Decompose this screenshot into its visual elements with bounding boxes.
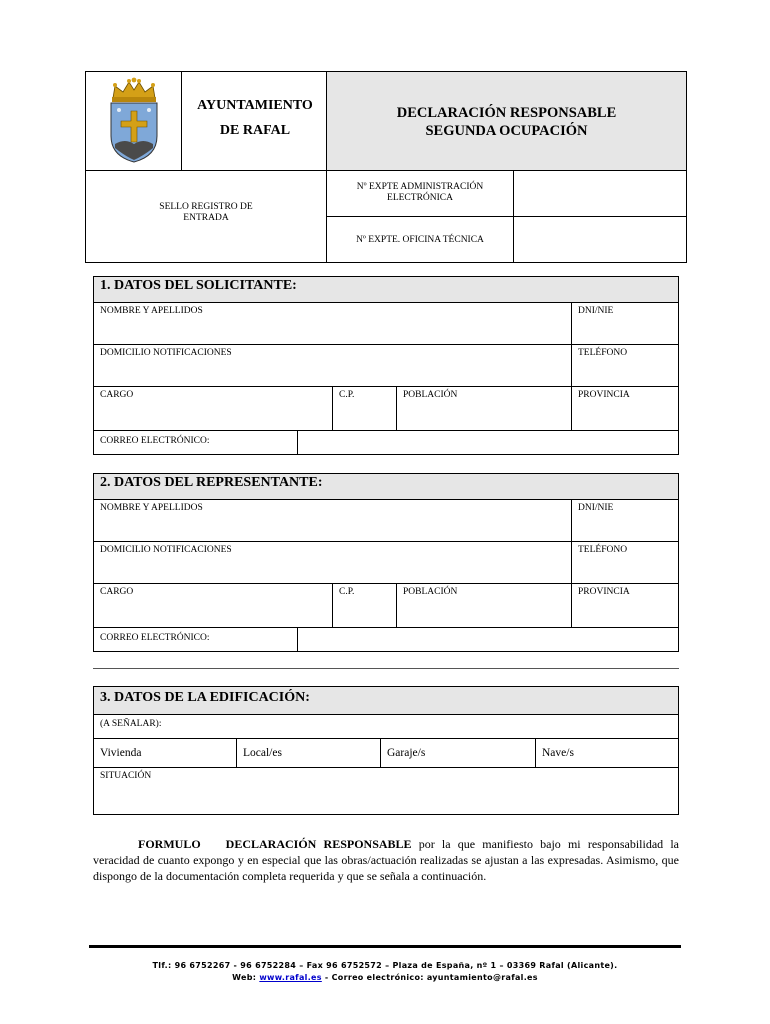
option-nave[interactable]: [535, 738, 679, 768]
de-rafal-label: DE RAFAL: [219, 123, 291, 138]
cargo-label: CARGO: [100, 587, 134, 597]
representante-domicilio-field[interactable]: [93, 541, 572, 584]
sello-registro-label: SELLO REGISTRO DE ENTRADA: [159, 202, 253, 223]
representante-section-title: 2. DATOS DEL REPRESENTANTE:: [93, 473, 679, 500]
cp-label: C.P.: [339, 587, 355, 597]
option-garaje-label: Garaje/s: [387, 747, 426, 759]
provincia-label: PROVINCIA: [578, 390, 630, 400]
header-name-cell: [181, 71, 327, 171]
provincia-label: PROVINCIA: [578, 587, 630, 597]
option-vivienda-label: Vivienda: [100, 747, 142, 759]
solicitante-correo-field[interactable]: [297, 430, 679, 455]
representante-correo-field[interactable]: [297, 627, 679, 652]
situacion-label: SITUACIÓN: [100, 771, 152, 781]
representante-cargo-field[interactable]: [93, 583, 333, 628]
correo-label: CORREO ELECTRÓNICO:: [100, 436, 210, 446]
edificacion-section-title: 3. DATOS DE LA EDIFICACIÓN:: [93, 686, 679, 715]
nombre-label: NOMBRE Y APELLIDOS: [100, 306, 203, 316]
solicitante-correo-label-cell: [93, 430, 298, 455]
solicitante-telefono-field[interactable]: [571, 344, 679, 387]
formulo-text: FORMULO: [138, 837, 201, 851]
option-local[interactable]: [236, 738, 381, 768]
dni-label: DNI/NIE: [578, 306, 614, 316]
poblacion-label: POBLACIÓN: [403, 390, 458, 400]
header-title-cell: [326, 71, 687, 171]
expte-admin-label-cell: [326, 170, 514, 217]
solicitante-cargo-field[interactable]: [93, 386, 333, 431]
solicitante-domicilio-field[interactable]: [93, 344, 572, 387]
sello-registro-cell: [85, 170, 327, 263]
cp-label: C.P.: [339, 390, 355, 400]
declaration-body-text: por la que manifiesto bajo mi responsabilidad la veracidad de cuanto expongo y en especial que las obras/actuación realizadas se ajustan a las expresadas. Asimismo, que dispongo de la documentación completa requerida y que se señala a continuación.: [93, 837, 679, 883]
dni-label: DNI/NIE: [578, 503, 614, 513]
correo-label: CORREO ELECTRÓNICO:: [100, 633, 210, 643]
website-link[interactable]: www.rafal.es: [259, 973, 322, 982]
option-vivienda[interactable]: [93, 738, 237, 768]
situacion-field[interactable]: [93, 767, 679, 815]
solicitante-provincia-field[interactable]: [571, 386, 679, 431]
representante-nombre-field[interactable]: [93, 499, 572, 542]
declaracion-responsable-text: DECLARACIÓN RESPONSABLE: [225, 837, 412, 851]
telefono-label: TELÉFONO: [578, 348, 628, 358]
expte-admin-label: Nº EXPTE ADMINISTRACIÓN ELECTRÓNICA: [356, 182, 484, 203]
cargo-label: CARGO: [100, 390, 134, 400]
expte-oficina-label-cell: [326, 216, 514, 263]
senalar-label: (A SEÑALAR):: [100, 719, 162, 729]
footer-email: - Correo electrónico: ayuntamiento@rafal.es: [321, 973, 538, 982]
solicitante-nombre-field[interactable]: [93, 302, 572, 345]
coat-of-arms-icon: [103, 76, 165, 164]
declaration-paragraph: [93, 836, 679, 884]
representante-dni-field[interactable]: [571, 499, 679, 542]
senalar-cell: [93, 714, 679, 739]
solicitante-section-title: 1. DATOS DEL SOLICITANTE:: [93, 276, 679, 303]
option-local-label: Local/es: [243, 747, 282, 759]
expte-oficina-field[interactable]: [513, 216, 687, 263]
representante-poblacion-field[interactable]: [396, 583, 572, 628]
representante-cp-field[interactable]: [332, 583, 397, 628]
solicitante-poblacion-field[interactable]: [396, 386, 572, 431]
doc-title-line2: SEGUNDA OCUPACIÓN: [425, 123, 588, 139]
solicitante-dni-field[interactable]: [571, 302, 679, 345]
footer-rule: [89, 945, 681, 948]
footer-web-line: [60, 973, 710, 982]
domicilio-label: DOMICILIO NOTIFICACIONES: [100, 348, 232, 358]
telefono-label: TELÉFONO: [578, 545, 628, 555]
option-nave-label: Nave/s: [542, 747, 574, 759]
poblacion-label: POBLACIÓN: [403, 587, 458, 597]
representante-correo-label-cell: [93, 627, 298, 652]
expte-admin-field[interactable]: [513, 170, 687, 217]
solicitante-cp-field[interactable]: [332, 386, 397, 431]
representante-telefono-field[interactable]: [571, 541, 679, 584]
expte-oficina-label: Nº EXPTE. OFICINA TÉCNICA: [356, 235, 484, 245]
ayuntamiento-label: AYUNTAMIENTO: [197, 98, 313, 113]
footer-web-label: Web:: [232, 973, 260, 982]
domicilio-label: DOMICILIO NOTIFICACIONES: [100, 545, 232, 555]
doc-title-line1: DECLARACIÓN RESPONSABLE: [396, 105, 617, 121]
section-divider: [93, 668, 679, 669]
representante-provincia-field[interactable]: [571, 583, 679, 628]
footer-contact-line: Tlf.: 96 6752267 - 96 6752284 – Fax 96 6752572 – Plaza de España, nº 1 – 03369 Rafal (Alicante).: [152, 961, 618, 970]
option-garaje[interactable]: [380, 738, 536, 768]
nombre-label: NOMBRE Y APELLIDOS: [100, 503, 203, 513]
